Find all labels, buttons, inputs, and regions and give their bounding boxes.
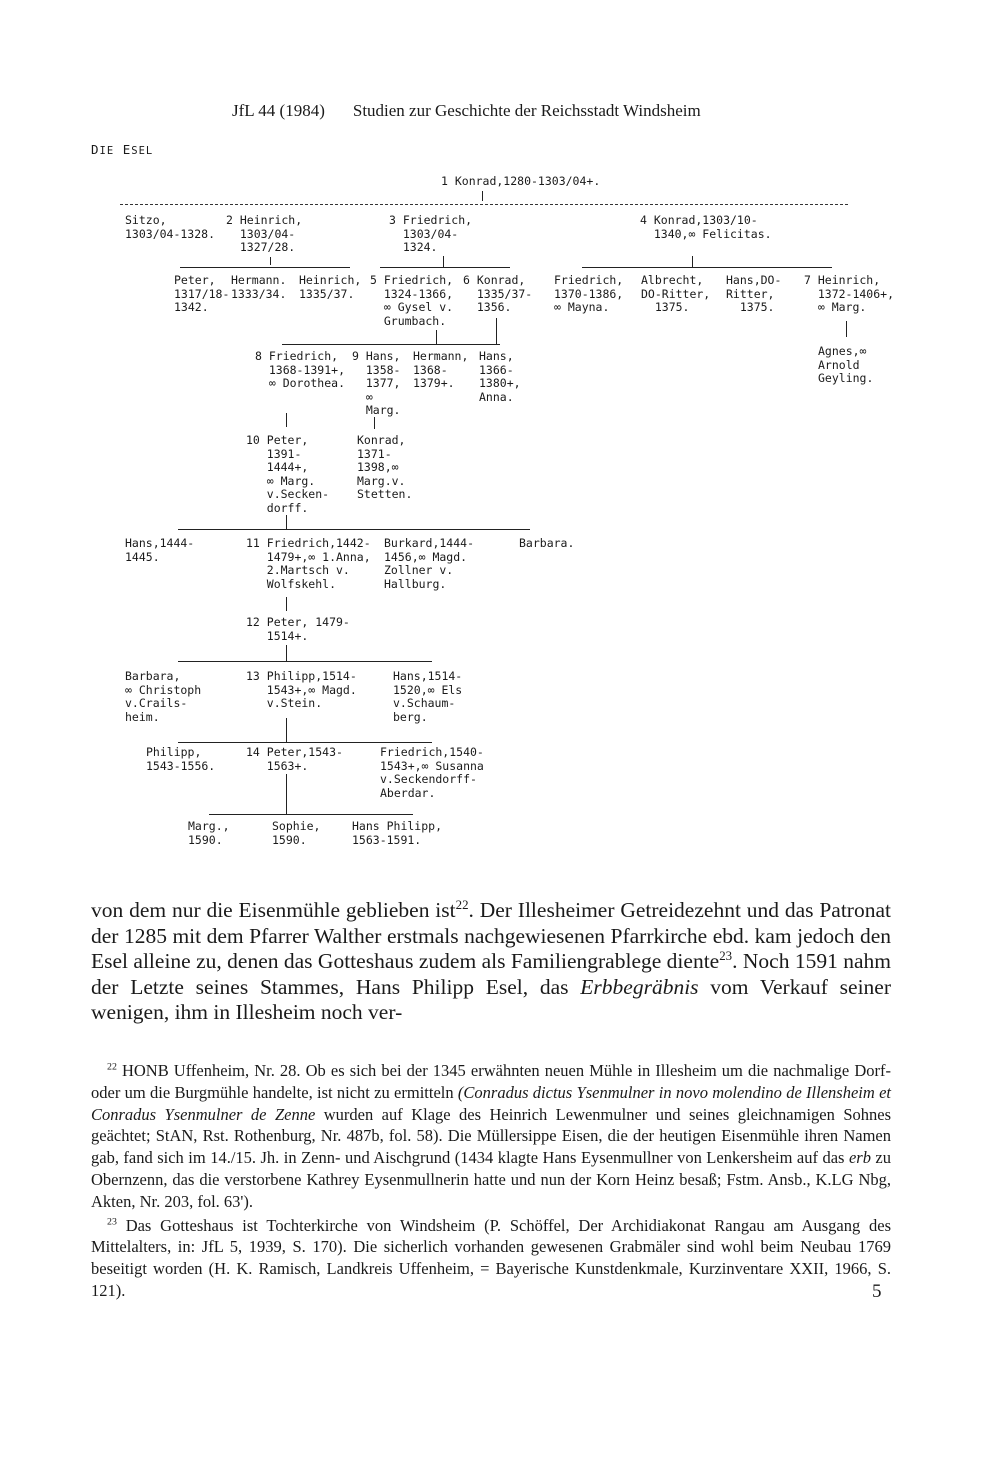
family-title: DIE ESEL xyxy=(91,142,154,157)
tree-dashed-line xyxy=(120,204,848,205)
tree-node-konrad: Konrad, 1371- 1398,∞ Marg.v. Stetten. xyxy=(357,433,413,501)
tree-line xyxy=(178,529,530,530)
tree-node-friedrich-8: 8 Friedrich, 1368-1391+, ∞ Dorothea. xyxy=(255,349,346,390)
tree-line xyxy=(582,267,832,268)
tree-connector xyxy=(286,718,287,742)
tree-node-heinrich-7: 7 Heinrich, 1372-1406+, ∞ Marg. xyxy=(804,273,895,314)
footnote-ref-22: 22 xyxy=(455,897,469,912)
tree-connector xyxy=(496,318,497,344)
footnote-ref-23: 23 xyxy=(719,948,733,963)
tree-connector xyxy=(846,321,847,337)
tree-node-hans-b: Hans, 1366- 1380+, Anna. xyxy=(479,349,521,404)
tree-node-konrad-1: 1 Konrad,1280-1303/04+. xyxy=(441,174,601,188)
footnote-23: $^{23}$ Das Gotteshaus ist Tochterkirche von Windsheim (P. Schöffel, Der Archidiakonat Rangau am Ausgang des Mittelalters, in: JfL 5, 1939, S. 170). Die sicherlich vorhanden gewesenen Grabmäler sind wohl beim Neubau 1769 beseitigt worden (H. K. Ramisch, Landkreis Uffenheim, = Bayerische Kunstdenkmale, Kurzinventare XXII, 1966, S. 121). xyxy=(91,1215,891,1300)
tree-line xyxy=(380,267,510,268)
tree-node-marg: Marg., 1590. xyxy=(188,819,230,847)
tree-node-philipp: Philipp, 1543-1556. xyxy=(146,745,216,773)
tree-node-konrad-4: 4 Konrad,1303/10- 1340,∞ Felicitas. xyxy=(640,213,772,241)
tree-node-hans-1444: Hans,1444- 1445. xyxy=(125,536,195,564)
tree-node-hans-1514: Hans,1514- 1520,∞ Els v.Schaum- berg. xyxy=(393,669,463,724)
tree-connector xyxy=(443,256,444,267)
tree-node-barbara-1: Barbara. xyxy=(519,536,575,550)
tree-node-barbara-2: Barbara, ∞ Christoph v.Crails- heim. xyxy=(125,669,202,724)
tree-connector xyxy=(286,597,287,611)
tree-node-heinrich-2: 2 Heinrich, 1303/04- 1327/28. xyxy=(226,213,303,254)
tree-node-friedrich-1540: Friedrich,1540- 1543+,∞ Susanna v.Seckendorff- Aberdar. xyxy=(380,745,484,800)
page-number: 5 xyxy=(872,1281,882,1302)
tree-node-friedrich: Friedrich, 1370-1386, ∞ Mayna. xyxy=(554,273,624,314)
tree-node-sophie: Sophie, 1590. xyxy=(272,819,321,847)
tree-node-hermann: Hermann. 1333/34. xyxy=(231,273,287,301)
tree-node-friedrich-5: 5 Friedrich, 1324-1366, ∞ Gysel v. Grumbach. xyxy=(370,273,454,328)
tree-node-friedrich-11: 11 Friedrich,1442- 1479+,∞ 1.Anna, 2.Martsch v. Wolfskehl. xyxy=(246,536,371,591)
tree-connector xyxy=(270,257,271,265)
tree-node-peter-14: 14 Peter,1543- 1563+. xyxy=(246,745,343,773)
tree-line xyxy=(282,344,500,345)
tree-node-burkard: Burkard,1444- 1456,∞ Magd. Zollner v. Hallburg. xyxy=(384,536,475,591)
tree-connector xyxy=(286,774,287,814)
body-paragraph: von dem nur die Eisenmühle geblieben ist$^{22}$. Der Illesheimer Getreidezehnt und das Patronat der 1285 mit dem Pfarrer Walther erstmals nachgewiesenen Pfarrkirche ebd. kam jedoch den Esel alleine zu, denen das Gotteshaus zudem als Familiengrablege diente$^{23}$. Noch 1591 nahm der Letzte seines Stammes, Hans Philipp Esel, das Erbbegräbnis vom Verkauf seiner wenigen, ihm in Illesheim noch ver- xyxy=(91,897,891,1024)
tree-line xyxy=(180,267,350,268)
tree-node-agnes: Agnes,∞ Arnold Geyling. xyxy=(818,344,874,385)
tree-node-hermann-b: Hermann, 1368- 1379+. xyxy=(413,349,469,390)
tree-node-hans-do: Hans,DO- Ritter, 1375. xyxy=(726,273,782,314)
tree-line xyxy=(178,742,432,743)
tree-connector xyxy=(286,413,287,427)
tree-node-friedrich-3: 3 Friedrich, 1303/04- 1324. xyxy=(389,213,473,254)
tree-node-peter-12: 12 Peter, 1479- 1514+. xyxy=(246,615,350,643)
footnotes xyxy=(91,1060,891,1304)
tree-connector xyxy=(692,256,693,267)
tree-node-hans-philipp: Hans Philipp, 1563-1591. xyxy=(352,819,443,847)
tree-connector xyxy=(436,330,437,344)
journal-reference: JfL 44 (1984) xyxy=(232,101,325,120)
tree-node-sitzo: Sitzo, 1303/04-1328. xyxy=(125,213,216,241)
tree-connector xyxy=(286,515,287,529)
tree-line xyxy=(209,814,413,815)
tree-connector xyxy=(374,417,375,429)
running-title: Studien zur Geschichte der Reichsstadt Windsheim xyxy=(352,101,701,120)
tree-node-albrecht: Albrecht, DO-Ritter, 1375. xyxy=(641,273,711,314)
body-text xyxy=(91,898,891,1026)
tree-node-peter: Peter, 1317/18- 1342. xyxy=(174,273,230,314)
footnote-22: $^{22}$ HONB Uffenheim, Nr. 28. Ob es sich bei der 1345 erwähnten neuen Mühle in Illesheim um die nachmalige Dorf- oder um die Burgmühle handelte, ist nicht zu ermitteln (Conradus dictus Ysenmulner in novo molendino de Illensheim et Conradus Ysenmulner de Zenne wurden auf Klage des Heinrich Lewenmulner und seines gleichnamigen Sohnes geächtet; StAN, Rst. Rothenburg, Nr. 487b, fol. 58). Die Müllersippe Eisen, die der heutigen Eisenmühle ihren Namen gab, fand sich im 14./15. Jh. in Zenn- und Aischgrund (1434 klagte Hans Eysenmullner von Lenkersheim auf das erb zu Obernzenn, das die verstorbene Kathrey Eysenmullnerin hatte und nun der Korn Heinz besaß; Fstm. Ansb., K.LG Nbg, Akten, Nr. 203, fol. 63'). xyxy=(91,1061,892,1211)
running-head xyxy=(232,101,701,121)
tree-node-philipp-13: 13 Philipp,1514- 1543+,∞ Magd. v.Stein. xyxy=(246,669,357,710)
tree-node-hans-9: 9 Hans, 1358- 1377, ∞ Marg. xyxy=(352,349,401,417)
tree-line xyxy=(178,661,432,662)
tree-node-peter-10: 10 Peter, 1391- 1444+, ∞ Marg. v.Secken- dorff. xyxy=(246,433,330,515)
tree-connector xyxy=(482,191,483,201)
tree-node-heinrich: Heinrich, 1335/37. xyxy=(299,273,362,301)
tree-node-konrad-6: 6 Konrad, 1335/37- 1356. xyxy=(463,273,533,314)
tree-connector xyxy=(286,645,287,661)
